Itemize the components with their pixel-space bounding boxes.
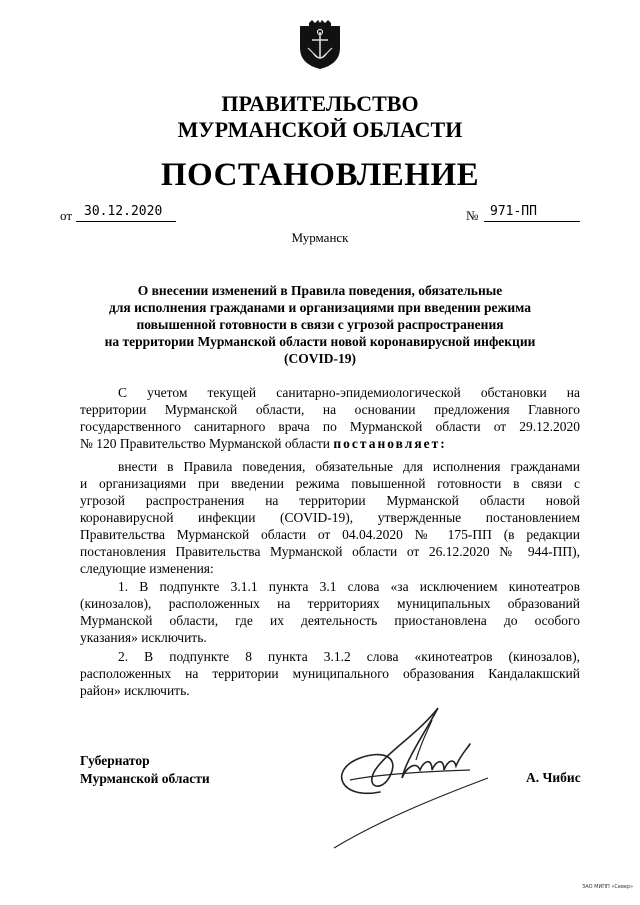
signatory-title-line: Губернатор (80, 753, 150, 768)
heading-line: О внесении изменений в Правила поведения, обязательные (137, 283, 503, 298)
city: Мурманск (291, 230, 349, 245)
number-label: № (466, 208, 479, 223)
text-line: следующие изменения: (80, 561, 214, 576)
paragraph-resolution (80, 458, 580, 577)
text-line: коронавирусной инфекции (COVID-19), утвержденные постановлением (80, 510, 580, 525)
heading-line: на территории Мурманской области новой коронавирусной инфекции (104, 334, 536, 349)
paragraph-item-2 (80, 648, 580, 699)
government-title-line1: ПРАВИТЕЛЬСТВО (221, 91, 419, 116)
text-line: указания» исключить. (80, 630, 207, 645)
text-line: Мурманской области, где их деятельность приостановлена до особого (80, 613, 580, 628)
text-line: постановления Правительства Мурманской области от 26.12.2020 № 944-ПП), (80, 544, 580, 559)
text-line: 1. В подпункте 3.1.1 пункта 3.1 слова «за исключением кинотеатров (118, 579, 580, 594)
text-line: Правительства Мурманской области от 04.04.2020 № 175-ПП (в редакции (80, 527, 580, 542)
text-line (80, 435, 580, 452)
paragraph-preamble (80, 384, 580, 452)
signatory-title-line: Мурманской области (80, 771, 210, 786)
text-line: внести в Правила поведения, обязательные для исполнения гражданами (118, 459, 580, 474)
coat-of-arms-icon (296, 20, 344, 70)
date-label: от (60, 208, 73, 223)
resolves-word: постановляет: (333, 436, 447, 451)
printer-mark: ЗАО МИПП «Север» (582, 884, 634, 890)
signatory-title (80, 752, 210, 788)
text-line: и организациями при введении режима повышенной готовности в связи с (80, 476, 580, 491)
text-line: район» исключить. (80, 683, 190, 698)
heading-line: для исполнения гражданами и организациями при введении режима (109, 300, 531, 315)
document-heading (90, 282, 550, 367)
text-line: расположенных на территории муниципального образования Кандалакшский (80, 666, 580, 681)
government-title-line2: МУРМАНСКОЙ ОБЛАСТИ (177, 117, 463, 142)
handwritten-signature-icon (320, 700, 490, 850)
text-line: 2. В подпункте 8 пункта 3.1.2 слова «кинотеатров (кинозалов), (118, 649, 580, 664)
document-type-title: ПОСТАНОВЛЕНИЕ (160, 157, 480, 193)
document-number: 971-ПП (484, 204, 580, 222)
text-line: государственного санитарного врача по Мурманской области от 29.12.2020 (80, 419, 580, 434)
paragraph-item-1 (80, 578, 580, 646)
text-line: (кинозалов), расположенных на территориях муниципальных образований (80, 596, 580, 611)
heading-line: повышенной готовности в связи с угрозой распространения (136, 317, 504, 332)
document-date: 30.12.2020 (76, 204, 176, 222)
text-line: С учетом текущей санитарно-эпидемиологической обстановки на (118, 385, 580, 400)
text-fragment: № 120 Правительство Мурманской области (80, 436, 334, 451)
heading-line: (COVID-19) (284, 351, 356, 366)
text-line: угрозой распространения на территории Мурманской области новой (80, 493, 580, 508)
text-line: территории Мурманской области, на основании предложения Главного (80, 402, 580, 417)
signatory-name: А. Чибис (526, 770, 581, 785)
